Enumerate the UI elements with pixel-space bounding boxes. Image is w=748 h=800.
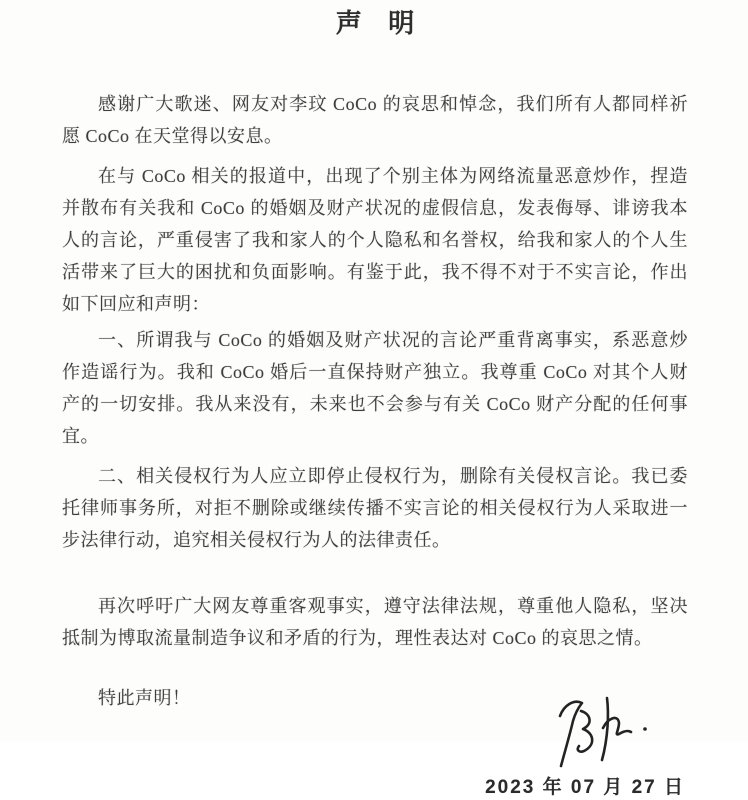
paragraph-point-one: 一、所谓我与 CoCo 的婚姻及财产状况的言论严重背离事实，系恶意炒作造谣行为。我和 CoCo 婚后一直保持财产独立。我尊重 CoCo 对其个人财产的一切安排。我从来没有，未来也不会参与有关 CoCo 财产分配的任何事宜。 [62, 330, 688, 446]
paragraph-background: 在与 CoCo 相关的报道中，出现了个别主体为网络流量恶意炒作，捏造并散布有关我和 CoCo 的婚姻及财产状况的虚假信息，发表侮辱、诽谤我本人的言论，严重侵害了我和家人的个人隐私和名誉权，给我和家人的个人生活带来了巨大的困扰和负面影响。有鉴于此，我不得不对于不实言论，作出如下回应和声明： [62, 166, 688, 314]
closing-statement: 特此声明！ [98, 688, 191, 708]
document-title: 声 明 [335, 9, 425, 38]
paragraph-thanks: 感谢广大歌迷、网友对李玟 CoCo 的哀思和悼念，我们所有人都同样祈愿 CoCo 在天堂得以安息。 [62, 94, 688, 146]
statement-date: 2023 年 07 月 27 日 [485, 777, 685, 798]
paragraph-point-two: 二、相关侵权行为人应立即停止侵权行为，删除有关侵权言论。我已委托律师事务所，对拒不删除或继续传播不实言论的相关侵权行为人采取进一步法律行动，追究相关侵权行为人的法律责任。 [62, 466, 688, 550]
paragraph-appeal: 再次呼吁广大网友尊重客观事实，遵守法律法规，尊重他人隐私，坚决抵制为博取流量制造争议和矛盾的行为，理性表达对 CoCo 的哀思之情。 [62, 596, 688, 648]
